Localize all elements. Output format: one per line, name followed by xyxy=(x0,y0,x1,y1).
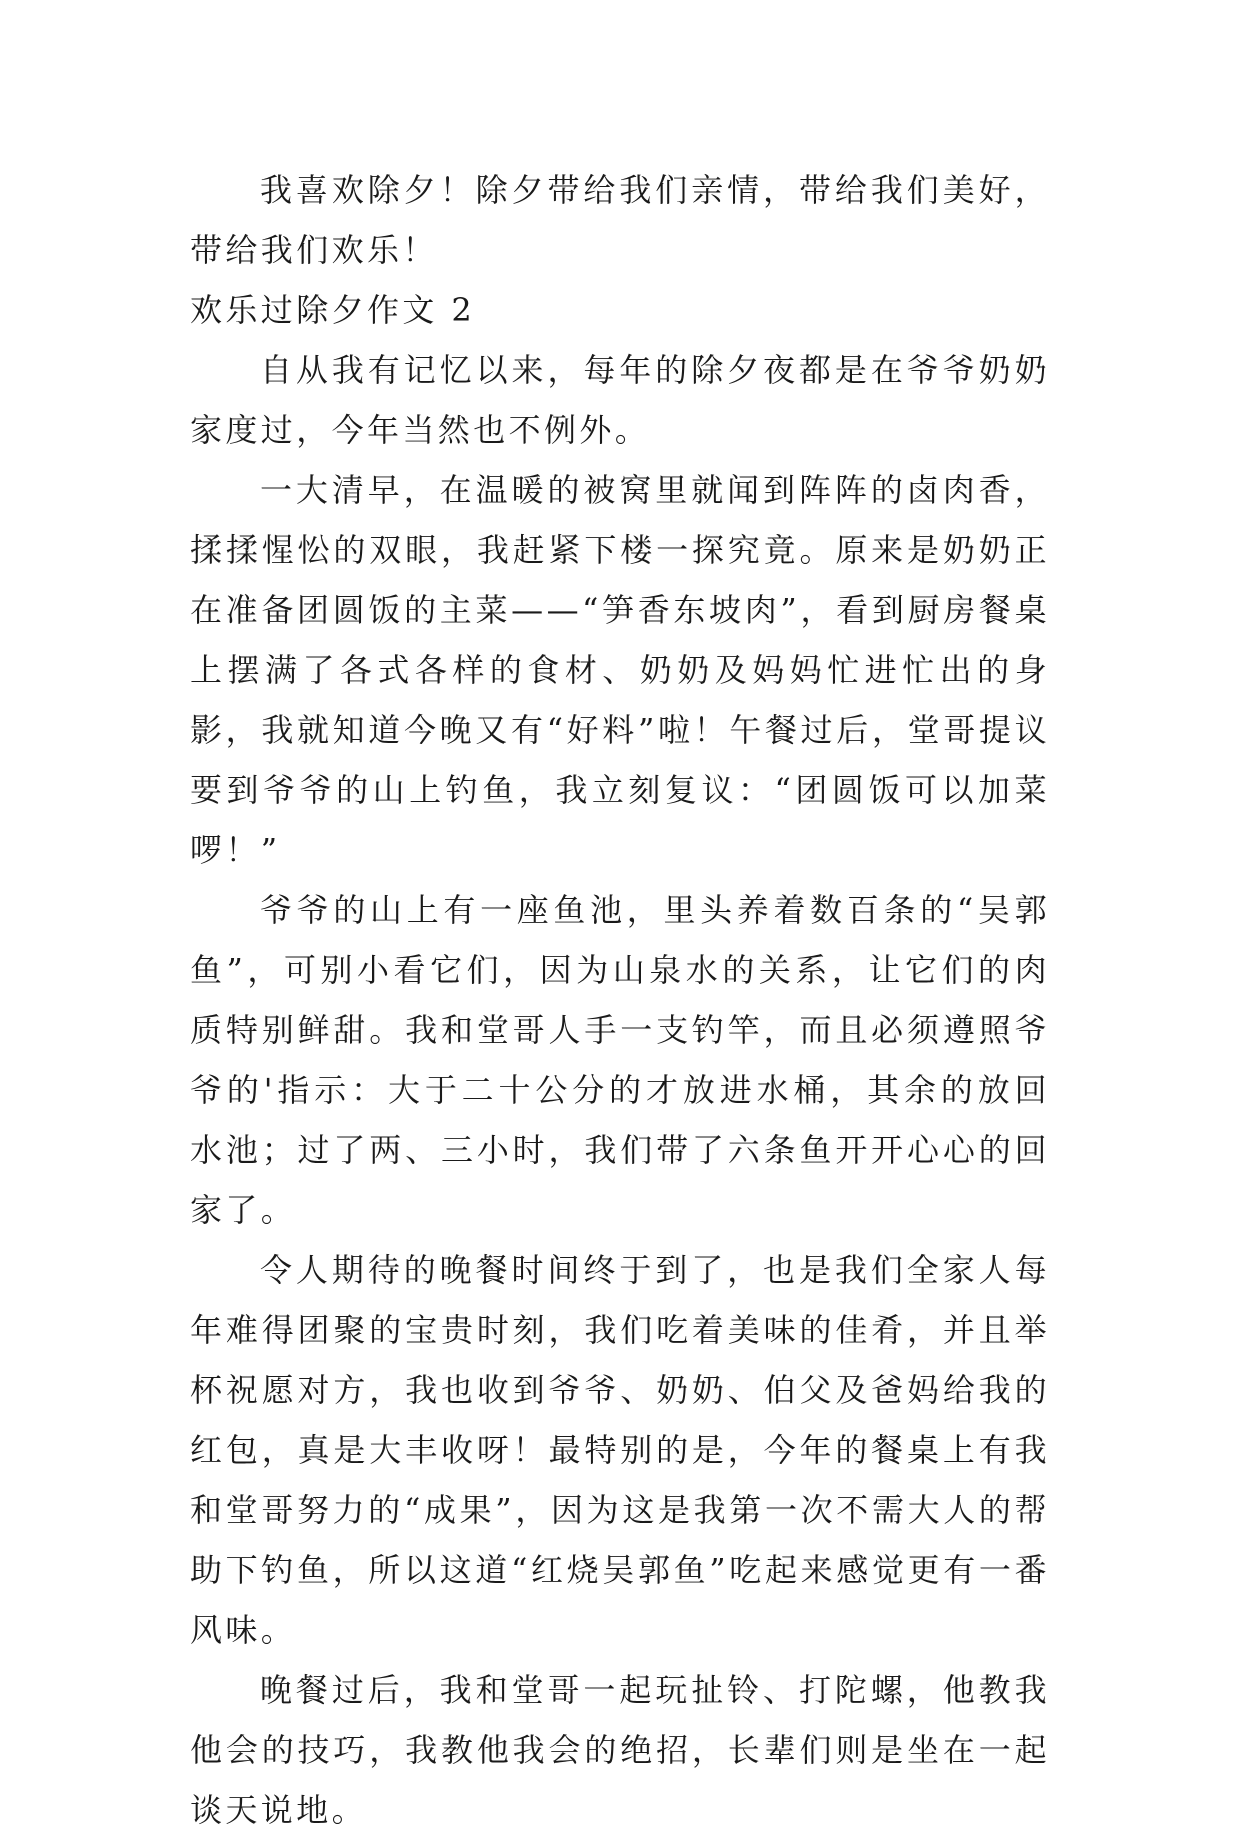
paragraph-4: 令人期待的晚餐时间终于到了，也是我们全家人每年难得团聚的宝贵时刻，我们吃着美味的佳肴，并且举杯祝愿对方，我也收到爷爷、奶奶、伯父及爸妈给我的红包，真是大丰收呀！最特别的是，今年的餐桌上有我和堂哥努力的“成果”，因为这是我第一次不需大人的帮助下钓鱼，所以这道“红烧吴郭鱼”吃起来感觉更有一番风味。 xyxy=(190,1251,1050,1649)
paragraph-5: 晚餐过后，我和堂哥一起玩扯铃、打陀螺，他教我他会的技巧，我教他我会的绝招，长辈们则是坐在一起谈天说地。 xyxy=(190,1671,1050,1829)
document-body xyxy=(190,160,1050,1840)
paragraph-1: 自从我有记忆以来，每年的除夕夜都是在爷爷奶奶家度过，今年当然也不例外。 xyxy=(190,351,1050,449)
paragraph-2: 一大清早，在温暖的被窝里就闻到阵阵的卤肉香，揉揉惺忪的双眼，我赶紧下楼一探究竟。原来是奶奶正在准备团圆饭的主菜——“笋香东坡肉”，看到厨房餐桌上摆满了各式各样的食材、奶奶及妈妈忙进忙出的身影，我就知道今晚又有“好料”啦！午餐过后，堂哥提议要到爷爷的山上钓鱼，我立刻复议：“团圆饭可以加菜啰！” xyxy=(190,471,1050,869)
paragraph-3: 爷爷的山上有一座鱼池，里头养着数百条的“吴郭鱼”，可别小看它们，因为山泉水的关系，让它们的肉质特别鲜甜。我和堂哥人手一支钓竿，而且必须遵照爷爷的'指示：大于二十公分的才放进水桶，其余的放回水池；过了两、三小时，我们带了六条鱼开开心心的回家了。 xyxy=(190,891,1050,1229)
intro-paragraph: 我喜欢除夕！除夕带给我们亲情，带给我们美好，带给我们欢乐！ xyxy=(190,171,1050,269)
essay-heading: 欢乐过除夕作文 2 xyxy=(190,291,476,329)
